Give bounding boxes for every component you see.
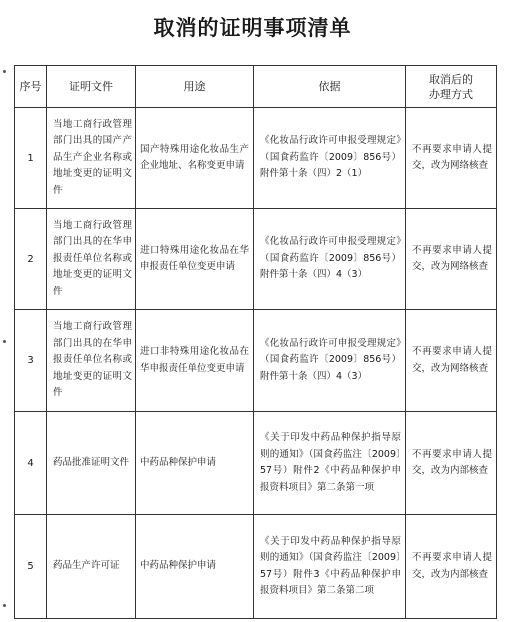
row-purpose: 中药品种保护申请 [140, 560, 217, 572]
row-mode: 不再要求申请人提交，改为内部核查 [412, 552, 492, 580]
scan-mark [3, 604, 6, 607]
row-mode: 不再要求申请人提交，改为网络核查 [412, 346, 492, 374]
row-number: 1 [15, 108, 47, 209]
row-basis: 《关于印发中药品种保护指导原则的通知》（国食药监注〔2009〕57号）附件3《中药品种保护申报资料项目》第二条第二项 [260, 535, 401, 596]
table-row [15, 108, 497, 209]
row-mode: 不再要求申请人提交，改为内部核查 [412, 448, 492, 476]
row-number: 5 [15, 515, 47, 619]
header-document: 证明文件 [47, 66, 136, 108]
row-purpose: 进口特殊用途化妆品在华申报责任单位变更申请 [140, 244, 249, 272]
document-title: 取消的证明事项清单 [153, 16, 352, 40]
certificate-items-table [14, 65, 497, 619]
scan-mark [3, 340, 6, 343]
header-purpose: 用途 [136, 66, 254, 108]
row-basis: 《化妆品行政许可申报受理规定》（国食药监许〔2009〕856号）附件第十条（四）4（3） [260, 337, 401, 382]
row-document: 药品批准证明文件 [53, 456, 130, 468]
row-document: 当地工商行政管理部门出具的在华申报责任单位名称或地址变更的证明文件 [53, 321, 132, 399]
row-purpose: 进口非特殊用途化妆品在华申报责任单位变更申请 [140, 346, 249, 374]
table-row [15, 310, 497, 412]
row-basis: 《化妆品行政许可申报受理规定》（国食药监许〔2009〕856号）附件第十条（四）4（3） [260, 236, 401, 281]
row-document: 当地工商行政管理部门出具的在华申报责任单位名称或地址变更的证明文件 [53, 219, 132, 297]
row-basis: 《化妆品行政许可申报受理规定》（国食药监许〔2009〕856号）附件第十条（四）2（1） [260, 135, 401, 180]
header-mode: 取消后的 办理方式 [406, 66, 497, 108]
row-mode: 不再要求申请人提交，改为网络核查 [412, 143, 492, 171]
table-row [15, 515, 497, 619]
table-header-row [15, 66, 497, 108]
row-document: 当地工商行政管理部门出具的国产产品生产企业名称或地址变更的证明文件 [53, 118, 132, 196]
header-basis: 依据 [254, 66, 406, 108]
table-row [15, 412, 497, 515]
row-mode: 不再要求申请人提交，改为网络核查 [412, 244, 492, 272]
row-basis: 《关于印发中药品种保护指导原则的通知》（国食药监注〔2009〕57号）附件2《中药品种保护申报资料项目》第二条第一项 [260, 432, 401, 493]
table-row [15, 209, 497, 310]
header-no: 序号 [15, 66, 47, 108]
row-number: 3 [15, 310, 47, 412]
row-document: 药品生产许可证 [53, 560, 120, 572]
scan-mark [3, 70, 6, 73]
row-number: 2 [15, 209, 47, 310]
row-purpose: 中药品种保护申请 [140, 456, 217, 468]
row-purpose: 国产特殊用途化妆品生产企业地址、名称变更申请 [140, 143, 249, 171]
row-number: 4 [15, 412, 47, 515]
